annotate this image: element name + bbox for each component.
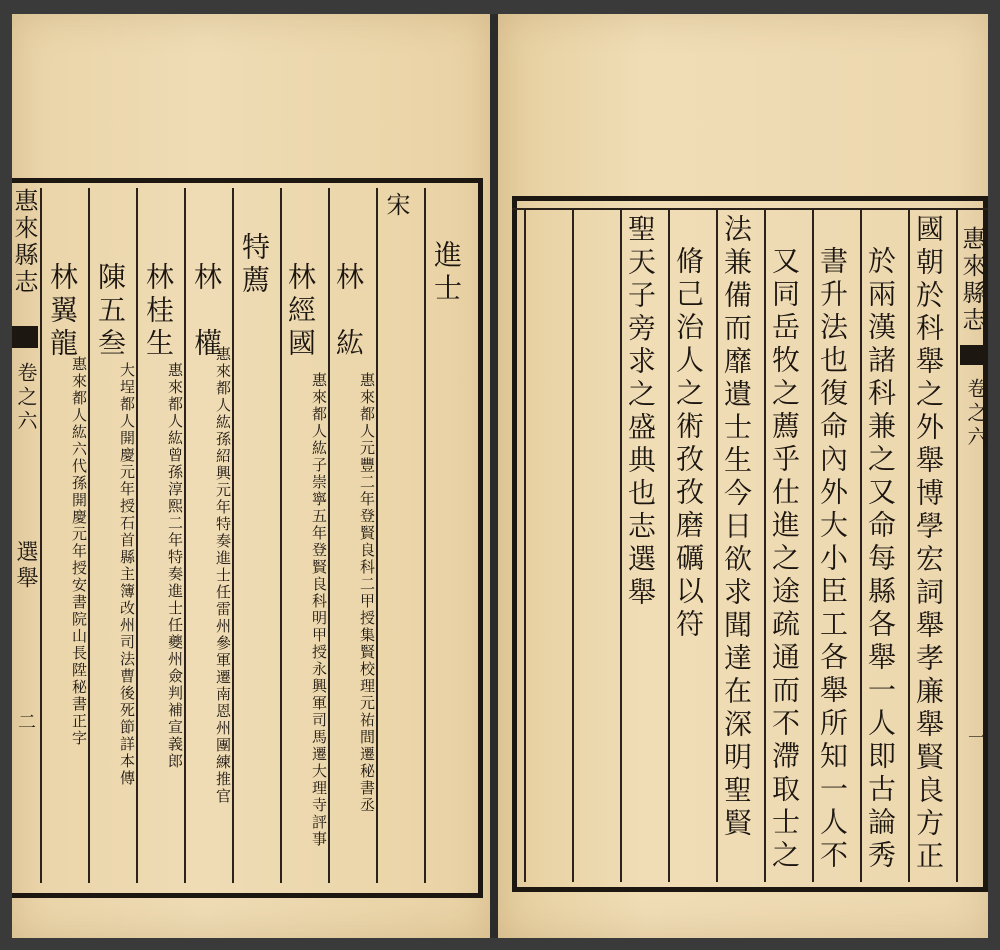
entry-name: 陳五叁 [94,262,127,361]
right-text-column-4: 又同岳牧之薦乎仕進之途疏通而不滯取士之 [768,246,801,873]
right-page-top-rule [512,208,988,210]
left-margin-title: 惠來縣志 [10,188,38,296]
heading-jinshi: 進士 [430,240,463,306]
entry-note: 大埕都人開慶元年授石首縣主簿改州司法曹後死節詳本傳 [118,362,136,787]
left-col-rule [376,188,378,883]
right-col-rule [908,208,910,882]
right-col-rule [764,208,766,882]
left-col-rule [40,188,42,883]
right-text-column-5: 法兼備而靡遺士生今日欲求聞達在深明聖賢 [720,214,753,841]
dynasty-label: 宋 [382,192,410,219]
left-col-rule [424,188,426,883]
right-col-rule [812,208,814,882]
entry-note: 惠來都人元豐二年登賢良科二甲授集賢校理元祐間遷秘書丞 [358,372,376,814]
entry-note: 惠來都人紘曾孫淳熙二年特奏進士任夔州僉判補宣義郎 [166,362,184,770]
right-col-rule [716,208,718,882]
right-text-column-3: 書升法也復命內外大小臣工各舉所知一人不 [816,246,849,873]
heading-tejian: 特薦 [238,232,271,298]
right-margin-volume: 卷之六 [964,378,988,450]
left-margin-section: 選舉 [13,540,38,592]
right-margin-page: 一 [965,728,986,748]
right-col-rule [860,208,862,882]
entry-note: 惠來都人紘孫紹興元年特奏進士任雷州參軍遷南恩州團練推官 [214,346,232,805]
left-col-rule [328,188,330,883]
entry-name: 林 權 [190,262,223,361]
right-col-rule [524,208,526,882]
right-col-rule [956,208,958,882]
entry-name: 林 紘 [332,262,365,361]
book-gutter [490,14,498,938]
left-col-rule [280,188,282,883]
left-fishtail-mark [12,326,38,348]
left-col-rule [88,188,90,883]
left-margin-page: 二 [15,712,36,732]
entry-name: 林桂生 [142,262,175,361]
right-text-column-1: 國朝於科舉之外舉博學宏詞舉孝廉舉賢良方正 [912,214,945,874]
right-col-rule [572,208,574,882]
right-text-column-7: 聖天子旁求之盛典也志選舉 [624,214,657,610]
right-text-column-2: 於兩漢諸科兼之又命每縣各舉一人即古論秀 [864,246,897,873]
left-col-rule [184,188,186,883]
left-col-rule [136,188,138,883]
entry-name: 林翼龍 [46,262,79,361]
entry-name: 林經國 [284,262,317,361]
right-text-column-6: 脩己治人之術孜孜磨礪以符 [672,246,705,642]
right-col-rule [668,208,670,882]
left-col-rule [232,188,234,883]
left-margin-volume: 卷之六 [14,362,38,434]
entry-note: 惠來都人紘六代孫開慶元年授安書院山長陞秘書正字 [70,356,88,747]
right-col-rule [620,208,622,882]
right-margin-title: 惠來縣志 [958,226,986,334]
entry-note: 惠來都人紘子崇寧五年登賢良科明甲授永興軍司馬遷大理寺評事 [310,372,328,848]
